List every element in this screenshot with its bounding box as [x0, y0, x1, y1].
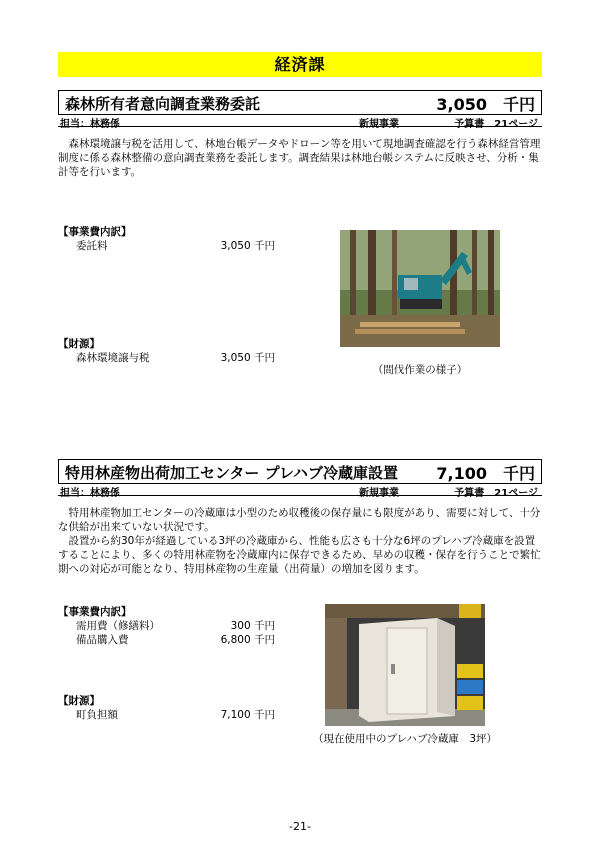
section-2-funding-value: 7,100 千円 — [220, 709, 275, 721]
section-2-photo-caption: （現在使用中のプレハブ冷蔵庫 3坪） — [312, 733, 498, 745]
section-2-in-charge: 担当：林務係 — [60, 488, 120, 499]
section-2-meta-bar — [58, 483, 542, 499]
section-2-description — [58, 506, 542, 576]
section-1-funding-value: 3,050 千円 — [220, 352, 275, 364]
section-1-breakdown-item: 委託料 — [76, 240, 108, 252]
section-1-funding-label: 【財源】 — [58, 338, 100, 350]
section-1-meta-bar — [58, 114, 542, 130]
prefab-refrigerator-illustration — [325, 604, 485, 726]
section-2-breakdown-label: 【事業費内訳】 — [58, 606, 132, 618]
section-2-budget-ref: 予算書 21ページ — [454, 488, 538, 499]
section-1-in-charge: 担当：林務係 — [60, 119, 120, 130]
forest-thinning-illustration — [340, 230, 500, 347]
page-number: -21- — [289, 820, 311, 833]
section-1-title: 森林所有者意向調査業務委託 — [65, 95, 261, 113]
section-2-title: 特用林産物出荷加工センター プレハブ冷蔵庫設置 — [65, 464, 398, 482]
section-2-breakdown-value-2: 6,800 千円 — [220, 634, 275, 646]
section-2-kind: 新規事業 — [359, 488, 399, 499]
section-2-funding-item: 町負担額 — [76, 709, 118, 721]
section-2-paragraph-2: 設置から約30年が経過している3坪の冷蔵庫から、性能も広さも十分な6坪のプレハブ冷蔵庫を設置することにより、多くの特用林産物を冷蔵庫内に保存できるため、早めの収穫・保存を行うことで繁忙期への対応が可能となり、特用林産物の生産量（出荷量）の増加を図ります。 — [58, 535, 541, 575]
forest-thinning-photo — [340, 230, 500, 347]
section-1-budget-ref: 予算書 21ページ — [454, 119, 538, 130]
section-1-breakdown-value: 3,050 千円 — [220, 240, 275, 252]
section-2-breakdown-value-1: 300 千円 — [230, 620, 275, 632]
section-1-paragraph: 森林環境譲与税を活用して、林地台帳データやドローン等を用いて現地調査確認を行う森林経営管理制度に係る森林整備の意向調査業務を委託します。調査結果は林地台帳システムに反映させ、分析・集計等を行います。 — [58, 138, 541, 178]
section-1-amount: 3,050 千円 — [436, 95, 535, 114]
section-1-kind: 新規事業 — [359, 119, 399, 130]
section-1-photo-caption: （間伐作業の様子） — [372, 364, 468, 376]
department-banner: 経済課 — [58, 52, 542, 77]
section-2-title-bar — [58, 459, 542, 483]
section-1-description — [58, 137, 542, 179]
section-1-title-bar — [58, 90, 542, 114]
section-2-breakdown-item-1: 需用費（修繕料） — [76, 620, 160, 632]
section-2-amount: 7,100 千円 — [436, 464, 535, 483]
prefab-refrigerator-photo — [325, 604, 485, 726]
section-2-breakdown-item-2: 備品購入費 — [76, 634, 129, 646]
section-1-breakdown-label: 【事業費内訳】 — [58, 226, 132, 238]
section-2-funding-label: 【財源】 — [58, 695, 100, 707]
section-2-paragraph-1: 特用林産物加工センターの冷蔵庫は小型のため収穫後の保存量にも限度があり、需要に対して、十分な供給が出来ていない状況です。 — [58, 507, 541, 533]
section-1-funding-item: 森林環境譲与税 — [76, 352, 150, 364]
